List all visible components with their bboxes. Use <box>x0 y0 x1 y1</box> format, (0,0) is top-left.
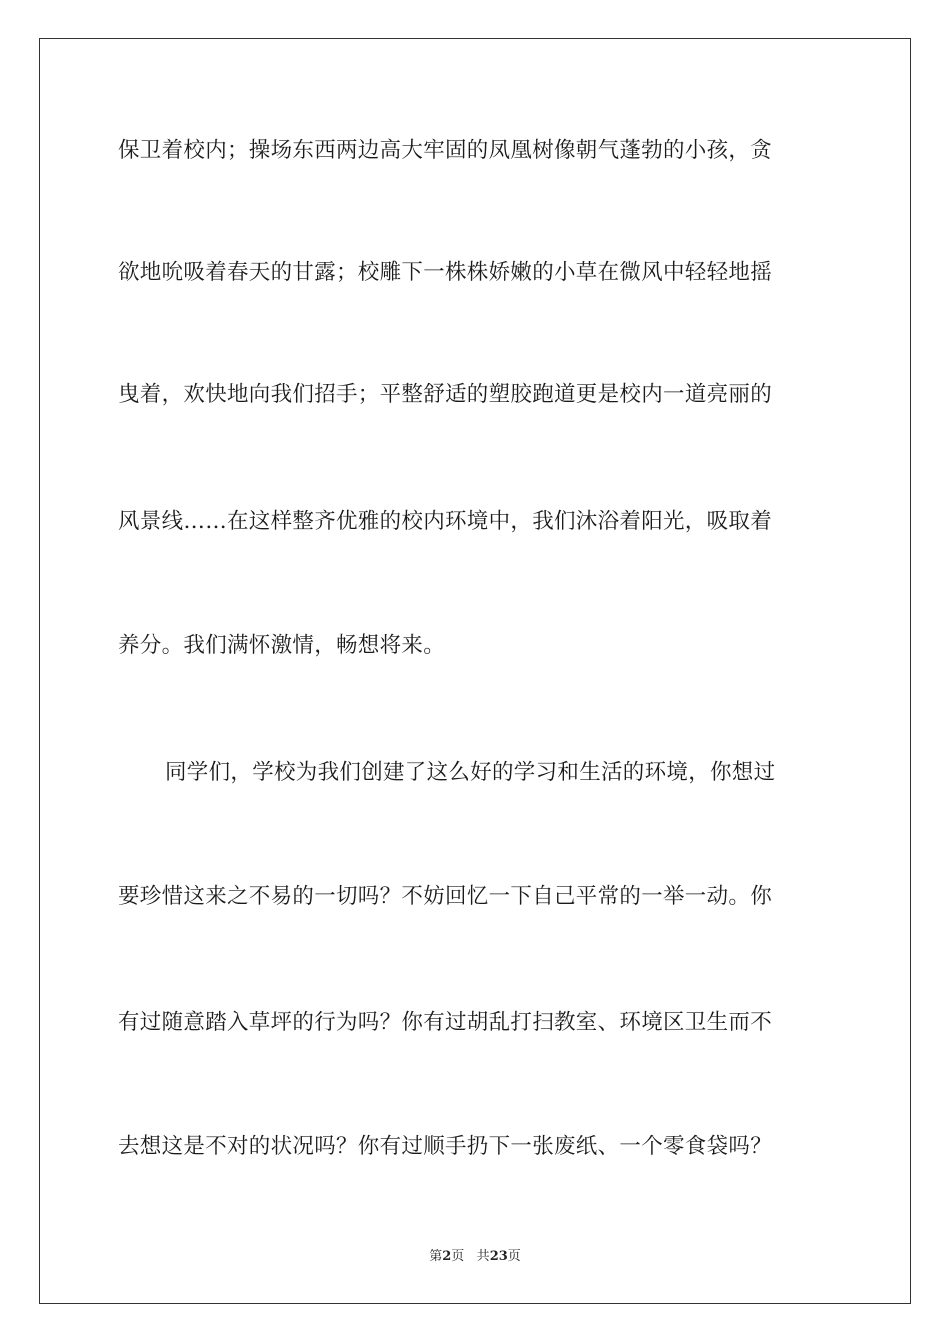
footer-page-suffix: 页 <box>451 1249 465 1264</box>
page-footer <box>0 1248 950 1266</box>
footer-total-prefix: 共 <box>476 1249 490 1264</box>
text-line-5: 养分。我们满怀激情，畅想将来。 <box>118 633 446 658</box>
footer-total-suffix: 页 <box>507 1249 521 1264</box>
page-border <box>39 38 911 1304</box>
text-line-9: 去想这是不对的状况吗？你有过顺手扔下一张废纸、一个零食袋吗？ <box>118 1134 773 1159</box>
text-line-6-paragraph-start: 同学们，学校为我们创建了这么好的学习和生活的环境，你想过 <box>165 760 776 785</box>
text-line-3: 曳着，欢快地向我们招手；平整舒适的塑胶跑道更是校内一道亮丽的 <box>118 382 773 407</box>
footer-page-prefix: 第 <box>429 1249 443 1264</box>
text-line-1: 保卫着校内；操场东西两边高大牢固的凤凰树像朝气蓬勃的小孩，贪 <box>118 138 773 163</box>
text-line-4: 风景线……在这样整齐优雅的校内环境中，我们沐浴着阳光，吸取着 <box>118 509 773 534</box>
text-line-2: 欲地吮吸着春天的甘露；校雕下一株株娇嫩的小草在微风中轻轻地摇 <box>118 260 773 285</box>
footer-total-pages: 23 <box>489 1249 508 1264</box>
text-line-7: 要珍惜这来之不易的一切吗？不妨回忆一下自己平常的一举一动。你 <box>118 884 773 909</box>
footer-page-number: 2 <box>442 1249 452 1264</box>
text-line-8: 有过随意踏入草坪的行为吗？你有过胡乱打扫教室、环境区卫生而不 <box>118 1010 773 1035</box>
